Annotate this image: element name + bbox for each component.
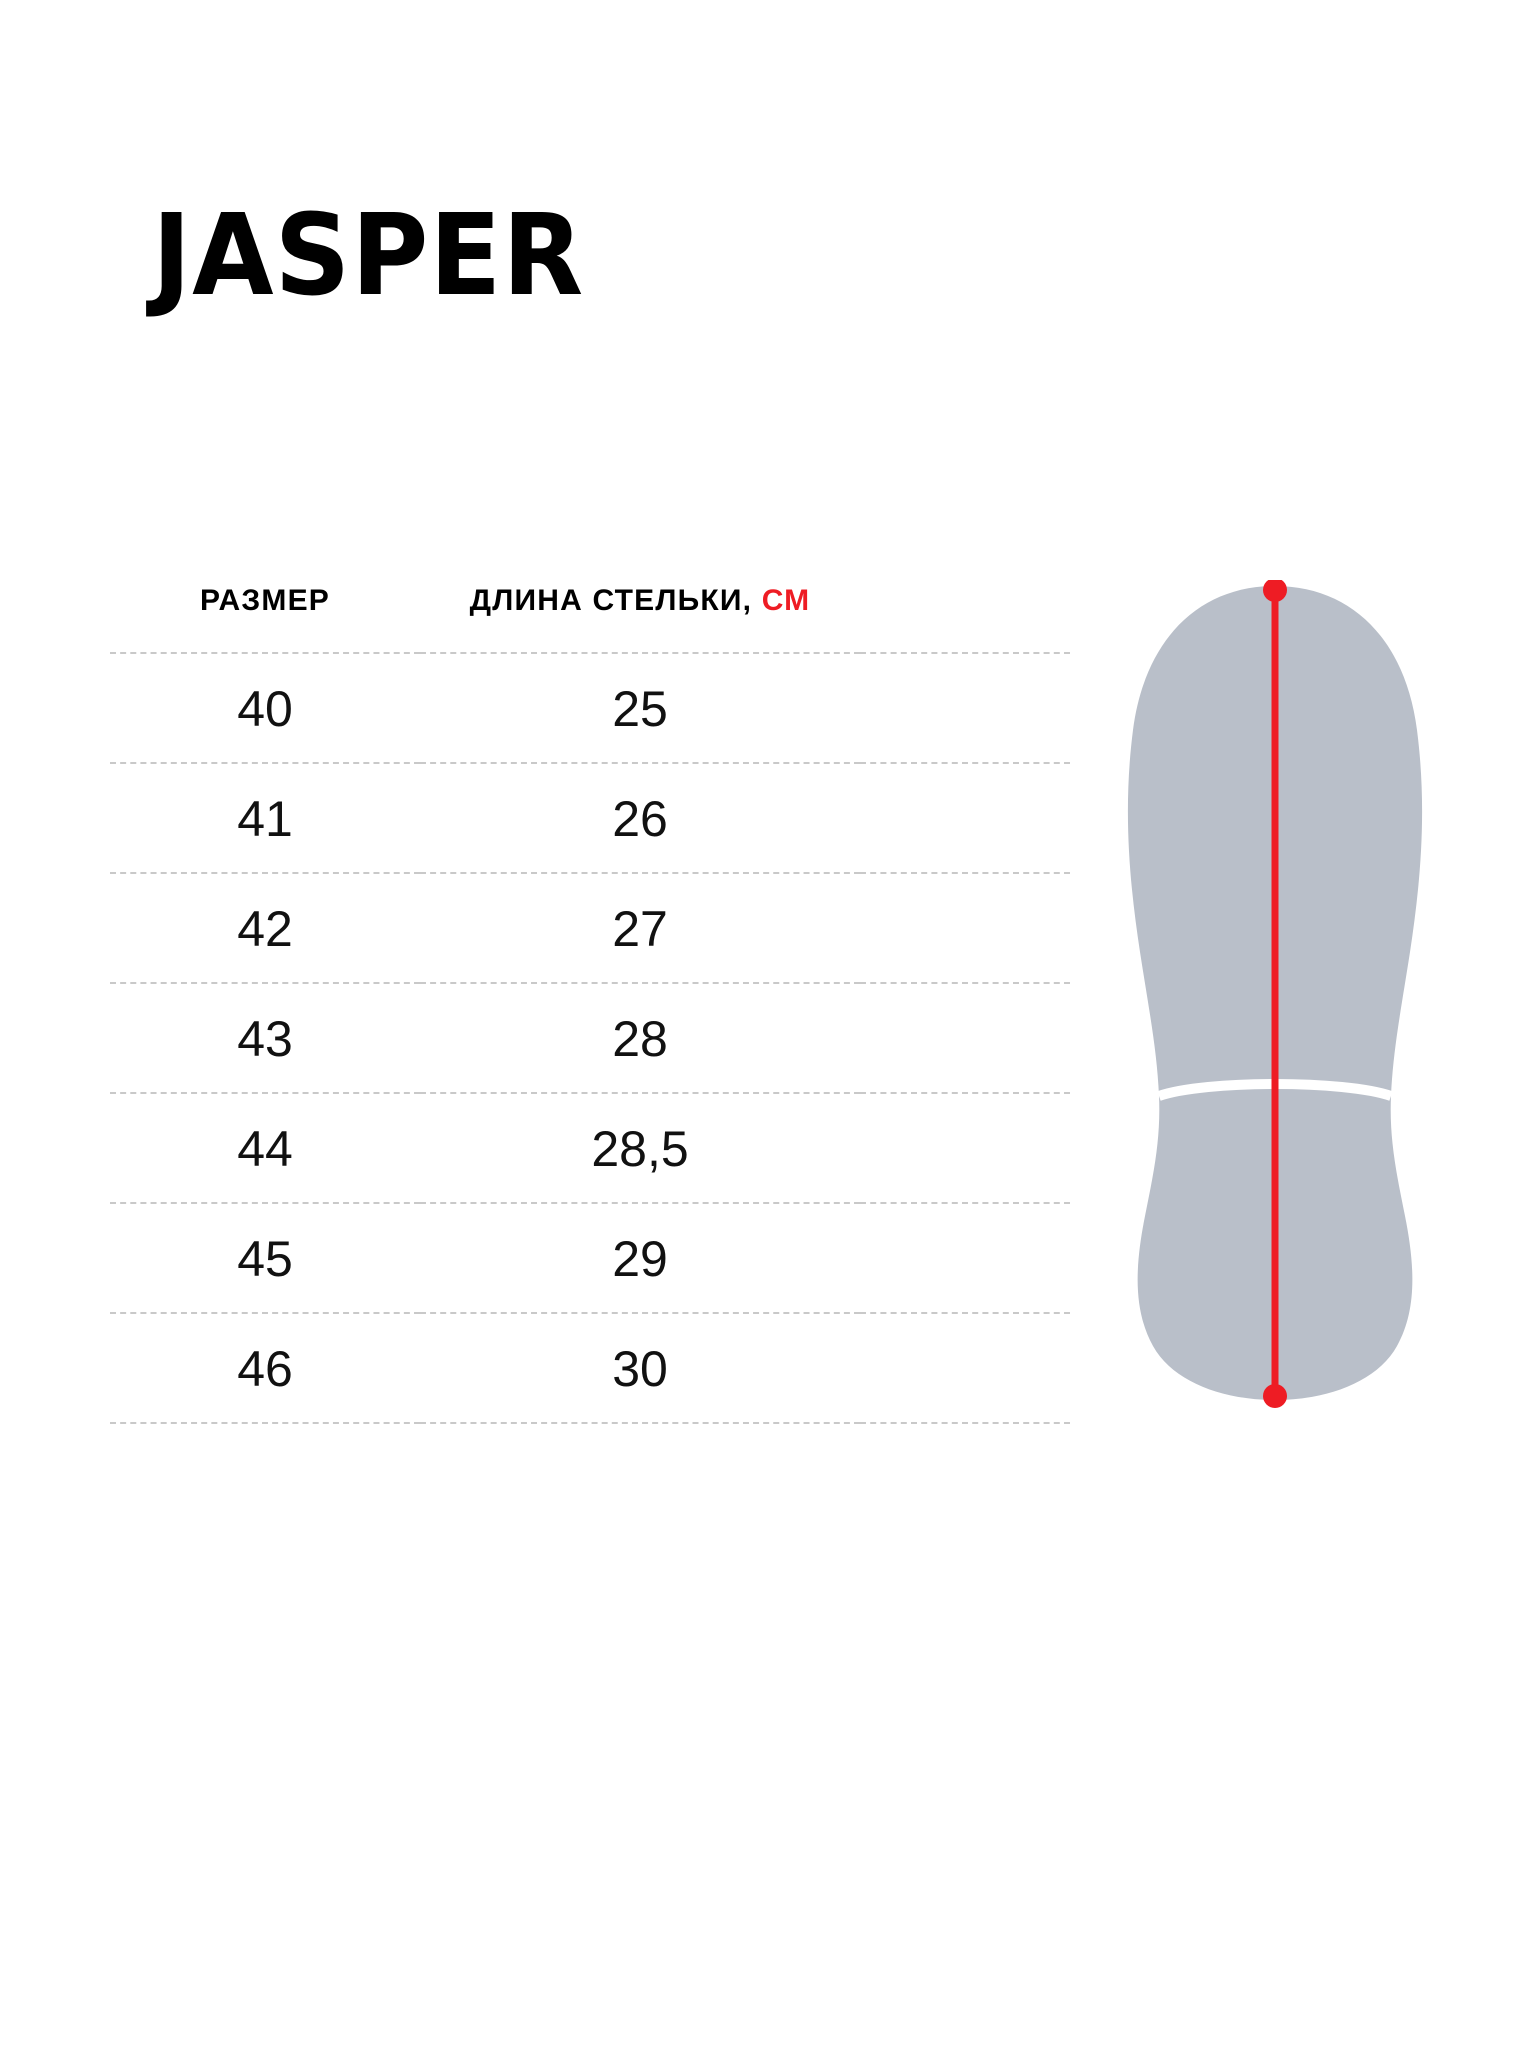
table-row bbox=[110, 1203, 1070, 1313]
cell-length: 27 bbox=[420, 873, 860, 983]
cell-length: 26 bbox=[420, 763, 860, 873]
cell-spacer bbox=[860, 763, 1070, 873]
cell-spacer bbox=[860, 653, 1070, 763]
cell-spacer bbox=[860, 873, 1070, 983]
cell-size: 44 bbox=[110, 1093, 420, 1203]
table-row bbox=[110, 763, 1070, 873]
size-table-container bbox=[110, 584, 1070, 1424]
measure-endpoint-bottom-icon bbox=[1263, 1384, 1287, 1408]
size-table bbox=[110, 584, 1070, 1424]
cell-length: 29 bbox=[420, 1203, 860, 1313]
header-insole-length bbox=[420, 584, 860, 653]
cell-length: 28 bbox=[420, 983, 860, 1093]
cell-spacer bbox=[860, 1203, 1070, 1313]
insole-outline-icon bbox=[1105, 580, 1445, 1410]
table-row bbox=[110, 1093, 1070, 1203]
cell-length: 25 bbox=[420, 653, 860, 763]
header-size: РАЗМЕР bbox=[199, 584, 331, 617]
cell-spacer bbox=[860, 1093, 1070, 1203]
cell-size: 41 bbox=[110, 763, 420, 873]
cell-size: 40 bbox=[110, 653, 420, 763]
table-row bbox=[110, 1313, 1070, 1423]
cell-spacer bbox=[860, 983, 1070, 1093]
cell-length: 30 bbox=[420, 1313, 860, 1423]
cell-spacer bbox=[860, 1313, 1070, 1423]
cell-size: 45 bbox=[110, 1203, 420, 1313]
cell-size: 46 bbox=[110, 1313, 420, 1423]
table-row bbox=[110, 653, 1070, 763]
cell-length: 28,5 bbox=[420, 1093, 860, 1203]
cell-size: 42 bbox=[110, 873, 420, 983]
brand-title: JASPER bbox=[152, 191, 585, 321]
header-insole-length-unit: СМ bbox=[761, 584, 811, 617]
size-table-head bbox=[110, 584, 1070, 653]
table-row bbox=[110, 983, 1070, 1093]
size-table-body bbox=[110, 653, 1070, 1423]
header-spacer bbox=[860, 584, 1070, 653]
table-header-row bbox=[110, 584, 1070, 653]
insole-illustration bbox=[1105, 580, 1445, 1410]
cell-size: 43 bbox=[110, 983, 420, 1093]
header-insole-length-text: ДЛИНА СТЕЛЬКИ, bbox=[469, 584, 753, 617]
table-row bbox=[110, 873, 1070, 983]
